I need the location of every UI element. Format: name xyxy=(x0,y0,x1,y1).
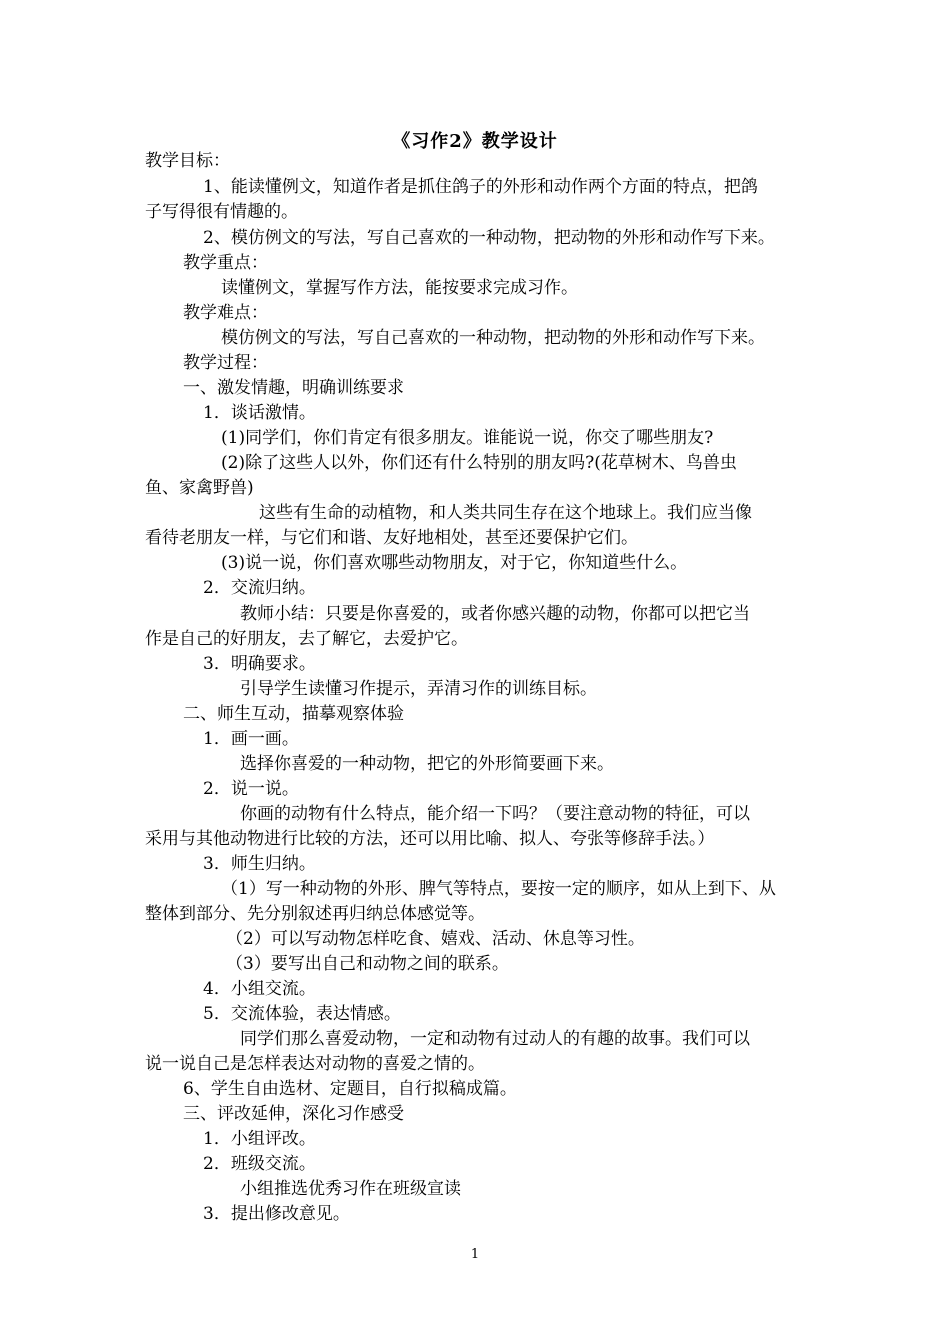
text-line: 教师小结：只要是你喜爱的，或者你感兴趣的动物，你都可以把它当 xyxy=(240,604,750,624)
text-line: 二、师生互动，描摹观察体验 xyxy=(183,704,404,724)
text-line: 2．交流归纳。 xyxy=(203,578,316,598)
text-line: (3)说一说，你们喜欢哪些动物朋友，对于它，你知道些什么。 xyxy=(221,553,688,573)
text-line: (2)除了这些人以外，你们还有什么特别的朋友吗?(花草树木、鸟兽虫 xyxy=(221,453,737,473)
text-line: 1．画一画。 xyxy=(203,729,299,749)
text-line: 教学目标： xyxy=(145,151,230,171)
text-line: 读懂例文，掌握写作方法，能按要求完成习作。 xyxy=(221,278,578,298)
text-line: 3．明确要求。 xyxy=(203,654,316,674)
text-line: 教学重点： xyxy=(183,253,268,273)
text-line: 作是自己的好朋友，去了解它，去爱护它。 xyxy=(145,629,468,649)
text-line: 整体到部分、先分别叙述再归纳总体感觉等。 xyxy=(145,904,485,924)
text-line: （3）要写出自己和动物之间的联系。 xyxy=(226,954,509,974)
text-line: 说一说自己是怎样表达对动物的喜爱之情的。 xyxy=(145,1054,485,1074)
text-line: 教学过程： xyxy=(183,353,268,373)
text-line: 1．小组评改。 xyxy=(203,1129,316,1149)
text-line: 3．师生归纳。 xyxy=(203,854,316,874)
text-line: 看待老朋友一样，与它们和谐、友好地相处，甚至还要保护它们。 xyxy=(145,528,638,548)
text-line: 5．交流体验，表达情感。 xyxy=(203,1004,401,1024)
document-title: 《习作2》教学设计 xyxy=(392,131,558,152)
text-line: 模仿例文的写法，写自己喜欢的一种动物，把动物的外形和动作写下来。 xyxy=(221,328,765,348)
text-line: 采用与其他动物进行比较的方法，还可以用比喻、拟人、夸张等修辞手法。） xyxy=(145,829,715,849)
text-line: (1)同学们，你们肯定有很多朋友。谁能说一说，你交了哪些朋友? xyxy=(221,428,714,448)
page-number: 1 xyxy=(470,1247,480,1262)
text-line: 2．班级交流。 xyxy=(203,1154,316,1174)
text-line: 教学难点： xyxy=(183,303,268,323)
text-line: 4．小组交流。 xyxy=(203,979,316,999)
text-line: 选择你喜爱的一种动物，把它的外形简要画下来。 xyxy=(240,754,614,774)
text-line: 1、能读懂例文，知道作者是抓住鸽子的外形和动作两个方面的特点，把鸽 xyxy=(203,177,758,197)
text-line: 小组推选优秀习作在班级宣读 xyxy=(240,1179,461,1199)
text-line: 2、模仿例文的写法，写自己喜欢的一种动物，把动物的外形和动作写下来。 xyxy=(203,228,775,248)
text-line: （1）写一种动物的外形、脾气等特点，要按一定的顺序，如从上到下、从 xyxy=(221,879,776,899)
text-line: 6、学生自由选材、定题目，自行拟稿成篇。 xyxy=(183,1079,517,1099)
text-line: 2．说一说。 xyxy=(203,779,299,799)
text-line: 同学们那么喜爱动物，一定和动物有过动人的有趣的故事。我们可以 xyxy=(240,1029,750,1049)
text-line: （2）可以写动物怎样吃食、嬉戏、活动、休息等习性。 xyxy=(226,929,645,949)
text-line: 这些有生命的动植物，和人类共同生存在这个地球上。我们应当像 xyxy=(259,503,752,523)
text-line: 子写得很有情趣的。 xyxy=(145,202,298,222)
text-line: 1．谈话激情。 xyxy=(203,403,316,423)
text-line: 鱼、家禽野兽) xyxy=(145,478,254,498)
text-line: 一、激发情趣，明确训练要求 xyxy=(183,378,404,398)
text-line: 引导学生读懂习作提示，弄清习作的训练目标。 xyxy=(240,679,597,699)
text-line: 三、评改延伸，深化习作感受 xyxy=(183,1104,404,1124)
text-line: 3．提出修改意见。 xyxy=(203,1204,350,1224)
text-line: 你画的动物有什么特点，能介绍一下吗？（要注意动物的特征，可以 xyxy=(240,804,750,824)
